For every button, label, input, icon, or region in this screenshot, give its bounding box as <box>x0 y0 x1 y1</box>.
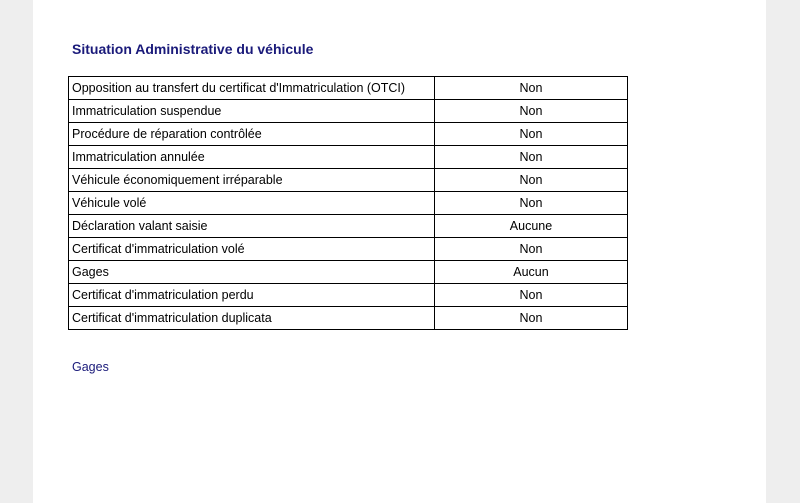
row-value: Non <box>435 192 628 215</box>
row-value: Non <box>435 307 628 330</box>
row-value: Non <box>435 284 628 307</box>
row-label: Immatriculation annulée <box>69 146 435 169</box>
row-label: Gages <box>69 261 435 284</box>
row-label: Véhicule économiquement irréparable <box>69 169 435 192</box>
administrative-status-table <box>68 76 628 330</box>
row-value: Non <box>435 123 628 146</box>
section-title: Situation Administrative du véhicule <box>72 41 314 57</box>
row-label: Opposition au transfert du certificat d'Immatriculation (OTCI) <box>69 77 435 100</box>
row-value: Aucune <box>435 215 628 238</box>
row-label: Certificat d'immatriculation perdu <box>69 284 435 307</box>
table-row <box>69 192 628 215</box>
row-label: Immatriculation suspendue <box>69 100 435 123</box>
row-label: Certificat d'immatriculation duplicata <box>69 307 435 330</box>
table-row <box>69 238 628 261</box>
table-row <box>69 169 628 192</box>
document-page <box>33 0 766 503</box>
table-row <box>69 307 628 330</box>
row-value: Non <box>435 238 628 261</box>
row-label: Procédure de réparation contrôlée <box>69 123 435 146</box>
row-value: Non <box>435 100 628 123</box>
row-value: Non <box>435 146 628 169</box>
table-row <box>69 146 628 169</box>
row-value: Aucun <box>435 261 628 284</box>
table-row <box>69 215 628 238</box>
row-value: Non <box>435 77 628 100</box>
table-row <box>69 123 628 146</box>
row-label: Véhicule volé <box>69 192 435 215</box>
gages-section-link[interactable]: Gages <box>72 360 109 374</box>
row-label: Certificat d'immatriculation volé <box>69 238 435 261</box>
row-value: Non <box>435 169 628 192</box>
row-label: Déclaration valant saisie <box>69 215 435 238</box>
table-row <box>69 284 628 307</box>
table-row <box>69 261 628 284</box>
table-row <box>69 77 628 100</box>
table-row <box>69 100 628 123</box>
